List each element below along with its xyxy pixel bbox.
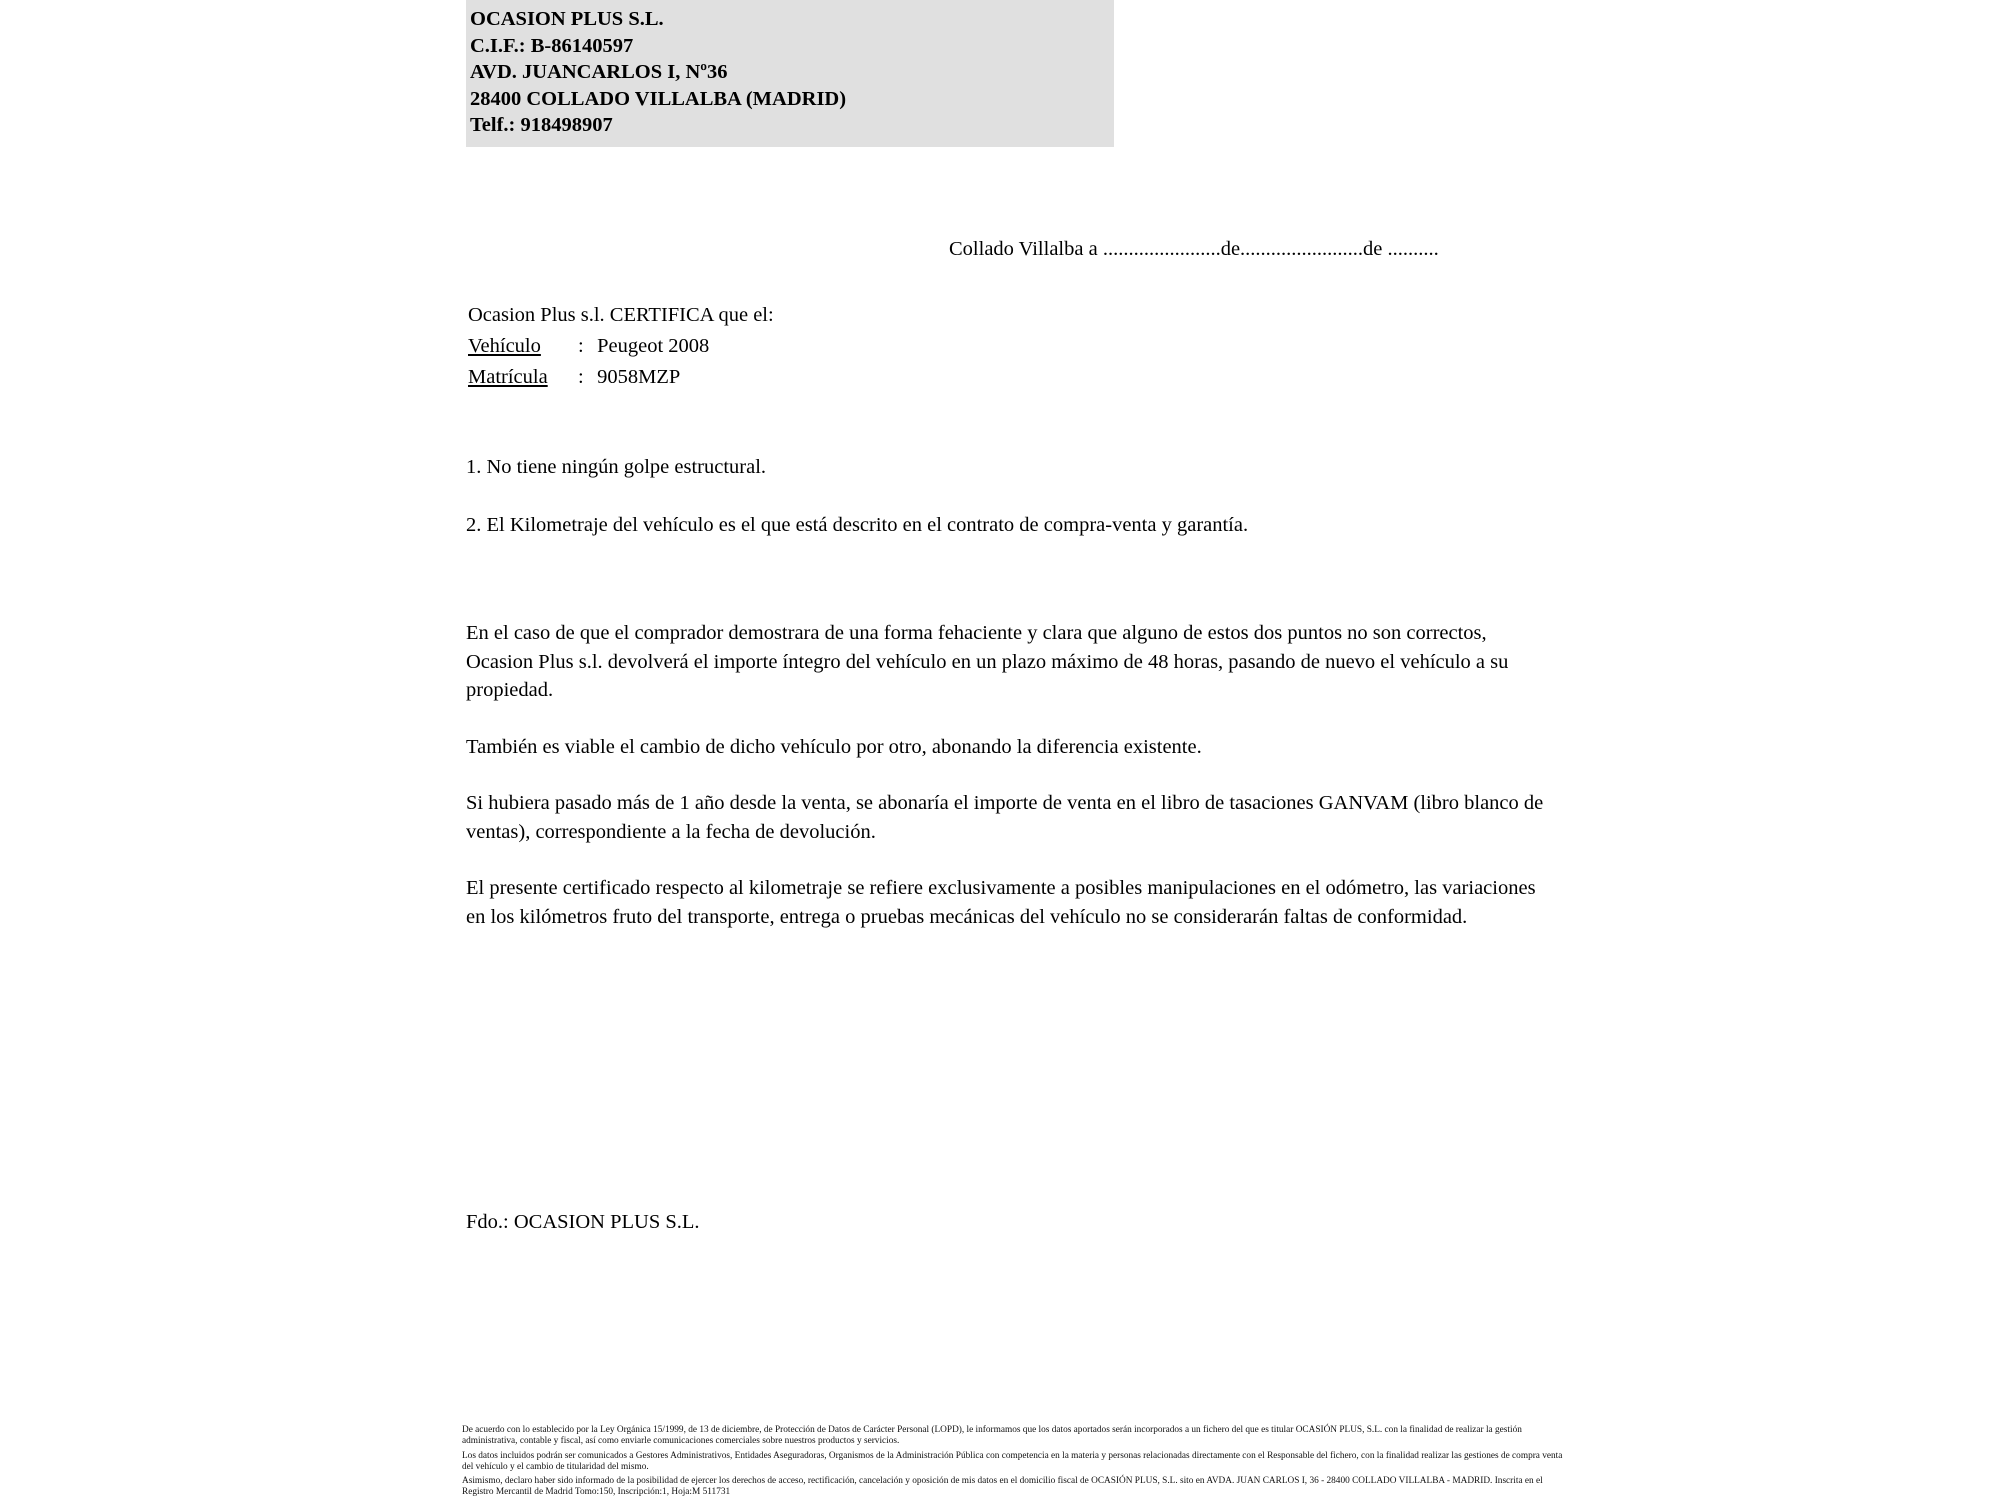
vehicle-field xyxy=(468,331,774,362)
certified-point: 2. El Kilometraje del vehículo es el que está descrito en el contrato de compra-venta y garantía. xyxy=(466,514,1249,536)
letterhead-company-name: OCASION PLUS S.L. xyxy=(470,8,664,30)
date-line: Collado Villalba a .......................de........................de .......... xyxy=(949,238,1439,260)
plate-value: 9058MZP xyxy=(597,366,681,388)
plate-label: Matrícula xyxy=(468,366,548,388)
body-paragraph: El presente certificado respecto al kilometraje se refiere exclusivamente a posibles manipulaciones en el odómetro, las variaciones en los kilómetros fruto del transporte, entrega o pruebas mecánicas del vehículo no se considerarán faltas de conformidad. xyxy=(466,877,1536,928)
legal-paragraph: De acuerdo con lo establecido por la Ley Orgánica 15/1999, de 13 de diciembre, de Protección de Datos de Carácter Personal (LOPD), le informamos que los datos aportados serán incorporados a un fichero del que es titular OCASIÓN PLUS, S.L. con la finalidad de realizar la gestión administrativa, contable y fiscal, así como enviarle comunicaciones comerciales sobre nuestros productos y servicios. xyxy=(462,1425,1522,1447)
body-paragraph: Si hubiera pasado más de 1 año desde la venta, se abonaría el importe de venta en el libro de tasaciones GANVAM (libro blanco de ventas), correspondiente a la fecha de devolución. xyxy=(466,792,1544,843)
legal-footer xyxy=(462,1425,1572,1499)
letterhead-block xyxy=(466,0,1114,147)
letterhead-address: AVD. JUANCARLOS I, Nº36 xyxy=(470,61,728,83)
certification-block xyxy=(468,300,774,393)
letterhead-city: 28400 COLLADO VILLALBA (MADRID) xyxy=(470,87,847,110)
body-paragraph: También es viable el cambio de dicho vehículo por otro, abonando la diferencia existente. xyxy=(466,735,1202,758)
legal-paragraph: Los datos incluidos podrán ser comunicados a Gestores Administrativos, Entidades Aseguradoras, Organismos de la Administración Pública con competencia en la materia y personas relacionadas directamente con el Responsable del fichero, con la finalidad realizar las gestiones de compra venta del vehículo y el cambio de titularidad del mismo. xyxy=(462,1450,1563,1472)
vehicle-label: Vehículo xyxy=(468,335,541,357)
legal-paragraph: Asimismo, declaro haber sido informado de la posibilidad de ejercer los derechos de acceso, rectificación, cancelación y oposición de mis datos en el domicilio fiscal de OCASIÓN PLUS, S.L. sito en AVDA. JUAN CARLOS I, 36 - 28400 COLLADO VILLALBA - MADRID. Inscrita en el Registro Mercantil de Madrid Tomo:150, Inscripción:1, Hoja:M 511731 xyxy=(462,1476,1543,1498)
body-paragraph: En el caso de que el comprador demostrara de una forma fehaciente y clara que alguno de estos dos puntos no son correctos, Ocasion Plus s.l. devolverá el importe íntegro del vehículo en un plazo máximo de 48 horas, pasando de nuevo el vehículo a su propiedad. xyxy=(466,622,1509,701)
certified-points-list xyxy=(466,453,1566,569)
letterhead-cif: C.I.F.: B-86140597 xyxy=(470,34,634,57)
certified-point: 1. No tiene ningún golpe estructural. xyxy=(466,456,767,478)
plate-separator: : xyxy=(578,366,584,388)
signature-line: Fdo.: OCASION PLUS S.L. xyxy=(466,1211,700,1233)
certification-intro: Ocasion Plus s.l. CERTIFICA que el: xyxy=(468,304,774,326)
vehicle-separator: : xyxy=(578,335,584,357)
body-paragraphs xyxy=(466,619,1546,931)
letterhead-phone: Telf.: 918498907 xyxy=(470,114,613,136)
plate-field xyxy=(468,362,774,393)
vehicle-value: Peugeot 2008 xyxy=(597,335,710,357)
